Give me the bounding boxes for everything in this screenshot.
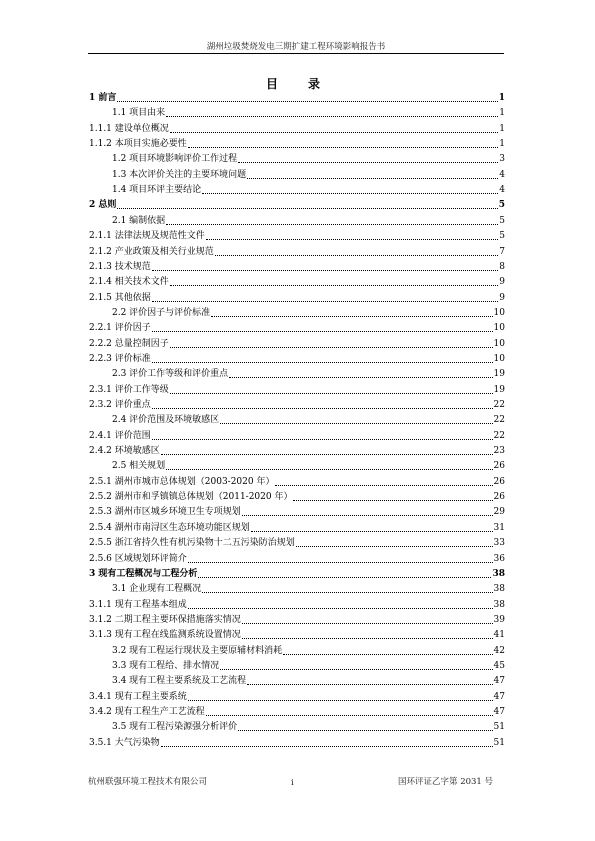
- toc-entry-label: 3.2 现有工程运行现状及主要原辅材料消耗: [112, 645, 283, 656]
- toc-entry-label: 2.2.1 评价因子: [89, 323, 151, 334]
- toc-title: 目 录: [265, 77, 329, 91]
- toc-leader-dots: [229, 377, 492, 378]
- toc-entry-label: 3.1 企业现有工程概况: [112, 584, 202, 595]
- toc-entry-page: 45: [493, 660, 505, 671]
- toc-entry-page: 1: [499, 108, 505, 119]
- toc-entry-label: 3.5 现有工程污染源强分析评价: [112, 722, 238, 733]
- toc-entry-label: 3.1.3 现有工程在线监测系统设置情况: [89, 630, 241, 641]
- toc-leader-dots: [242, 638, 493, 639]
- toc-leader-dots: [170, 347, 493, 348]
- toc-entry[interactable]: [89, 259, 505, 273]
- toc-leader-dots: [247, 684, 492, 685]
- toc-entry[interactable]: [89, 551, 505, 565]
- toc-entry-page: 31: [493, 522, 505, 533]
- toc-leader-dots: [170, 393, 493, 394]
- toc-leader-dots: [188, 147, 499, 148]
- toc-entry[interactable]: [89, 121, 505, 135]
- toc-entry[interactable]: [89, 274, 505, 288]
- toc-leader-dots: [170, 285, 499, 286]
- toc-entry-label: 3.1.2 二期工程主要环保措施落实情况: [89, 614, 241, 625]
- toc-leader-dots: [211, 316, 492, 317]
- toc-entry-label: 3.4.2 现有工程生产工艺流程: [89, 707, 205, 717]
- toc-leader-dots: [220, 669, 492, 670]
- toc-leader-dots: [152, 270, 499, 271]
- toc-entry[interactable]: [89, 504, 505, 518]
- toc-leader-dots: [238, 730, 492, 731]
- toc-leader-dots: [152, 362, 493, 363]
- toc-leader-dots: [238, 162, 498, 163]
- toc-entry-label: 3.3 现有工程给、排水情况: [112, 660, 220, 671]
- toc-entry-page: 38: [493, 584, 505, 595]
- toc-entry-page: 10: [493, 338, 505, 349]
- toc-entry-page: 1: [499, 123, 505, 134]
- toc-entry-page: 23: [493, 446, 505, 457]
- toc-leader-dots: [152, 331, 493, 332]
- toc-entry-label: 2.3.1 评价工作等级: [89, 384, 169, 395]
- toc-entry-page: 1: [498, 93, 505, 103]
- toc-entry-page: 47: [493, 707, 505, 717]
- toc-entry[interactable]: [89, 704, 505, 718]
- toc-entry[interactable]: [89, 597, 505, 611]
- toc-entry[interactable]: [89, 474, 505, 488]
- toc-entry-label: 3.5.1 大气污染物: [89, 737, 160, 748]
- toc-entry[interactable]: [112, 581, 505, 595]
- toc-entry[interactable]: [112, 305, 505, 319]
- toc-leader-dots: [242, 515, 493, 516]
- toc-entry-label: 2.1.5 其他依据: [89, 292, 151, 303]
- footer-company: 杭州联强环境工程技术有限公司: [88, 777, 208, 787]
- toc-entry-page: 5: [499, 231, 505, 242]
- toc-entry-label: 2.4 评价范围及环境敏感区: [112, 415, 220, 426]
- toc-leader-dots: [206, 239, 499, 240]
- toc-entry-page: 19: [493, 369, 505, 380]
- toc-leader-dots: [275, 485, 492, 486]
- toc-entry[interactable]: [112, 658, 505, 672]
- toc-entry-page: 38: [492, 568, 505, 579]
- toc-entry[interactable]: [89, 244, 505, 258]
- toc-entry[interactable]: [89, 336, 505, 350]
- toc-entry-label: 1.1 项目由来: [112, 108, 166, 119]
- toc-entry-label: 2.4.1 评价范围: [89, 430, 151, 441]
- toc-entry-page: 47: [493, 676, 505, 687]
- toc-leader-dots: [166, 116, 498, 117]
- toc-leader-dots: [202, 592, 492, 593]
- footer-certificate: 国环评证乙字第 2031 号: [398, 777, 494, 787]
- toc-entry-label: 2.5.5 浙江省持久性有机污染物十二五污染防治规划: [89, 538, 295, 549]
- toc-entry[interactable]: [89, 136, 505, 150]
- toc-entry[interactable]: [89, 443, 505, 457]
- toc-entry-label: 2.1 编制依据: [112, 215, 166, 226]
- footer-page-number: i: [291, 778, 294, 788]
- toc-entry-label: 2.1.1 法律法规及规范性文件: [89, 231, 205, 242]
- toc-entry-label: 1.2 项目环境影响评价工作过程: [112, 154, 238, 165]
- toc-leader-dots: [198, 577, 491, 578]
- toc-entry-label: 2.3 评价工作等级和评价重点: [112, 369, 229, 380]
- toc-entry[interactable]: [112, 458, 505, 472]
- toc-entry[interactable]: [112, 105, 505, 119]
- toc-entry[interactable]: [112, 182, 505, 196]
- toc-entry-page: 5: [498, 200, 505, 211]
- toc-entry-label: 2.2 评价因子与评价标准: [112, 307, 211, 318]
- toc-entry-label: 2.5 相关规划: [112, 461, 166, 472]
- toc-entry-page: 19: [493, 384, 505, 395]
- toc-entry-page: 51: [493, 737, 505, 748]
- toc-entry-page: 26: [493, 476, 505, 487]
- toc-entry-label: 1.4 项目环评主要结论: [112, 185, 202, 196]
- toc-leader-dots: [188, 562, 493, 563]
- toc-entry[interactable]: [89, 689, 505, 703]
- toc-entry[interactable]: [89, 735, 505, 749]
- toc-leader-dots: [215, 255, 499, 256]
- toc-entry-page: 10: [493, 353, 505, 364]
- toc-entry[interactable]: [112, 213, 505, 227]
- toc-leader-dots: [188, 700, 493, 701]
- toc-leader-dots: [293, 500, 492, 501]
- toc-entry-label: 2.3.2 评价重点: [89, 400, 151, 410]
- toc-entry-label: 3.1.1 现有工程基本组成: [89, 599, 187, 610]
- toc-entry[interactable]: [89, 90, 505, 104]
- toc-entry[interactable]: [89, 428, 505, 442]
- toc-entry-label: 2.5.3 湖州市区城乡环境卫生专项规划: [89, 507, 241, 518]
- toc-entry-page: 29: [493, 507, 505, 518]
- toc-leader-dots: [166, 224, 498, 225]
- toc-entry[interactable]: [89, 320, 505, 334]
- toc-entry[interactable]: [89, 351, 505, 365]
- toc-entry[interactable]: [112, 151, 505, 165]
- toc-entry-label: 2.2.3 评价标准: [89, 353, 151, 364]
- toc-entry-label: 2.5.1 湖州市城市总体规划（2003-2020 年）: [89, 476, 275, 487]
- toc-entry-page: 1: [499, 139, 505, 150]
- toc-leader-dots: [161, 454, 493, 455]
- toc-leader-dots: [152, 439, 493, 440]
- toc-entry-page: 10: [493, 307, 505, 318]
- toc-entry-label: 2.5.6 区域规划环评简介: [89, 553, 187, 564]
- toc-entry[interactable]: [112, 673, 505, 687]
- toc-entry[interactable]: [89, 228, 505, 242]
- toc-entry-page: 42: [493, 645, 505, 656]
- toc-leader-dots: [247, 178, 498, 179]
- toc-leader-dots: [117, 208, 497, 209]
- toc-entry-label: 2.5.2 湖州市和孚镇镇总体规划（2011-2020 年）: [89, 492, 293, 503]
- toc-entry[interactable]: [89, 535, 505, 549]
- toc-entry-page: 39: [493, 614, 505, 625]
- toc-entry-label: 1.3 本次评价关注的主要环境问题: [112, 169, 247, 180]
- toc-entry-page: 26: [493, 461, 505, 472]
- toc-entry[interactable]: [112, 412, 505, 426]
- toc-entry-page: 22: [493, 430, 505, 441]
- toc-entry-page: 10: [493, 323, 505, 334]
- toc-entry-page: 41: [493, 630, 505, 641]
- toc-leader-dots: [283, 654, 492, 655]
- toc-leader-dots: [251, 531, 493, 532]
- toc-entry-page: 26: [493, 492, 505, 503]
- toc-entry-page: 51: [493, 722, 505, 733]
- toc-entry-page: 33: [493, 538, 505, 549]
- toc-entry[interactable]: [89, 197, 505, 211]
- toc-entry[interactable]: [89, 612, 505, 626]
- toc-entry-page: 9: [499, 277, 505, 288]
- toc-leader-dots: [117, 101, 497, 102]
- toc-entry[interactable]: [89, 627, 505, 641]
- toc-entry-page: 47: [493, 691, 505, 702]
- toc-leader-dots: [152, 408, 493, 409]
- toc-entry[interactable]: [112, 719, 505, 733]
- document-header: 湖州垃圾焚烧发电三期扩建工程环境影响报告书: [206, 42, 386, 52]
- toc-leader-dots: [188, 608, 493, 609]
- toc-entry-page: 36: [493, 553, 505, 564]
- toc-entry-page: 4: [499, 169, 505, 180]
- toc-entry-label: 3.4 现有工程主要系统及工艺流程: [112, 676, 247, 687]
- toc-entry-label: 2 总则: [89, 200, 117, 211]
- toc-entry-page: 9: [499, 292, 505, 303]
- toc-entry-page: 5: [499, 215, 505, 226]
- toc-entry[interactable]: [89, 290, 505, 304]
- toc-entry-label: 1 前言: [89, 93, 117, 103]
- toc-entry-label: 2.5.4 湖州市南浔区生态环境功能区规划: [89, 522, 250, 533]
- toc-entry-label: 2.1.2 产业政策及相关行业规范: [89, 246, 214, 257]
- toc-entry-label: 2.4.2 环境敏感区: [89, 446, 160, 457]
- toc-entry[interactable]: [89, 520, 505, 534]
- toc-leader-dots: [206, 715, 493, 716]
- toc-entry[interactable]: [112, 366, 505, 380]
- toc-leader-dots: [202, 193, 498, 194]
- toc-entry-page: 3: [499, 154, 505, 165]
- toc-leader-dots: [161, 746, 493, 747]
- toc-leader-dots: [166, 469, 492, 470]
- header-rule: [88, 53, 504, 54]
- toc-entry-label: 1.1.2 本项目实施必要性: [89, 139, 187, 150]
- toc-entry-page: 8: [499, 261, 505, 272]
- toc-leader-dots: [220, 423, 492, 424]
- toc-entry-page: 22: [493, 415, 505, 426]
- toc-entry-label: 3 现有工程概况与工程分析: [89, 568, 198, 579]
- toc-entry-label: 2.1.3 技术规范: [89, 261, 151, 272]
- toc-entry[interactable]: [112, 643, 505, 657]
- toc-entry-page: 22: [493, 400, 505, 410]
- toc-entry[interactable]: [89, 397, 505, 411]
- toc-entry-label: 3.4.1 现有工程主要系统: [89, 691, 187, 702]
- toc-entry[interactable]: [89, 382, 505, 396]
- toc-entry[interactable]: [89, 566, 505, 580]
- toc-entry[interactable]: [112, 167, 505, 181]
- toc-entry-label: 2.1.4 相关技术文件: [89, 277, 169, 288]
- toc-entry-page: 7: [499, 246, 505, 257]
- toc-leader-dots: [152, 301, 499, 302]
- toc-entry-page: 38: [493, 599, 505, 610]
- toc-entry-label: 2.2.2 总量控制因子: [89, 338, 169, 349]
- toc-entry-page: 4: [499, 185, 505, 196]
- toc-entry[interactable]: [89, 489, 505, 503]
- toc-entry-label: 1.1.1 建设单位概况: [89, 123, 169, 134]
- toc-leader-dots: [242, 623, 493, 624]
- toc-leader-dots: [296, 546, 493, 547]
- toc-leader-dots: [170, 132, 499, 133]
